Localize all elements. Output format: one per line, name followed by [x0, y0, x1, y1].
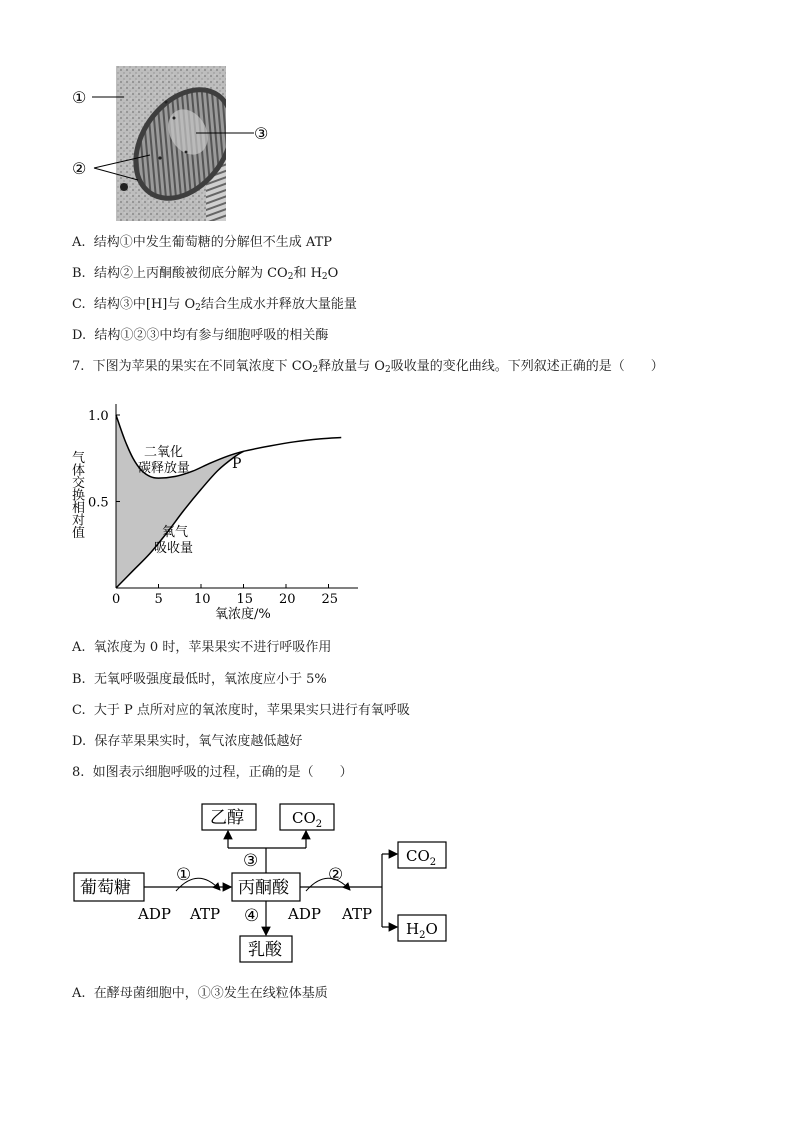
co2-series-label-1: 二氧化: [144, 445, 184, 460]
step-1-label: ①: [176, 865, 192, 885]
atp-2-label: ATP: [342, 905, 373, 923]
ethanol-label: 乙醇: [210, 808, 244, 828]
adp-1-label: ADP: [138, 905, 171, 923]
q8-option-a: A. 在酵母菌细胞中，①③发生在线粒体基质: [72, 986, 328, 1001]
q7-stem: 7. 下图为苹果的果实在不同氧浓度下 $CO_2$释放量与 $O_2$吸收量的变化曲线。下列叙述正确的是（ ）: [72, 359, 664, 375]
step-4-label: ④: [244, 906, 260, 926]
q6-option-d: D. 结构①②③中均有参与细胞呼吸的相关酶: [72, 328, 329, 343]
adp-2-label: ADP: [288, 905, 321, 923]
x-axis-label: 氧浓度/%: [215, 607, 271, 622]
lactic-label: 乳酸: [248, 940, 282, 960]
co2-top-label: $CO_2$: [292, 809, 323, 830]
h2o-label: $H_2O$: [406, 920, 438, 941]
co2-right-label: $CO_2$: [406, 847, 437, 868]
y-axis-label: [72, 451, 85, 541]
anaerobic-shaded-region: [116, 415, 244, 588]
co2-series-label-2: 碳释放量: [138, 461, 191, 476]
svg-text:气体交换相对值: 气体交换相对值: [72, 451, 86, 541]
x-tick-label: 25: [321, 592, 339, 607]
q6-option-c: C. 结构③中[H]与 $O_2$结合生成水并释放大量能量: [72, 297, 357, 313]
mitochondrion-figure: [66, 62, 286, 224]
q7-option-c: C. 大于 P 点所对应的氧浓度时，苹果果实只进行有氧呼吸: [72, 703, 410, 718]
y-tick-label: 0.5: [88, 495, 109, 511]
q7-option-a: A. 氧浓度为 0 时，苹果果实不进行呼吸作用: [72, 640, 332, 655]
step-2-label: ②: [328, 865, 344, 885]
x-tick-label: 0: [112, 592, 121, 607]
q8-stem: 8. 如图表示细胞呼吸的过程，正确的是（ ）: [72, 765, 353, 780]
mito-label-1: ①: [72, 88, 87, 107]
mito-label-3: ③: [254, 124, 269, 143]
q6-option-b: B. 结构②上丙酮酸被彻底分解为 $CO_2$和 $H_2O$: [72, 266, 339, 282]
point-p-label: P: [232, 456, 242, 472]
respiration-diagram: [70, 796, 460, 968]
step-3-label: ③: [243, 851, 259, 871]
glucose-label: 葡萄糖: [80, 878, 131, 898]
y-tick-label: 1.0: [88, 409, 109, 424]
gas-exchange-chart: [70, 392, 370, 624]
q7-option-b: B. 无氧呼吸强度最低时，氧浓度应小于 5%: [72, 672, 327, 687]
x-tick-label: 5: [154, 592, 163, 607]
q7-option-d: D. 保存苹果果实时，氧气浓度越低越好: [72, 734, 303, 749]
q6-option-a: A. 结构①中发生葡萄糖的分解但不生成 ATP: [72, 235, 333, 250]
mito-label-2: ②: [72, 159, 87, 178]
pyruvate-label: 丙酮酸: [238, 878, 289, 898]
o2-series-label-2: 吸收量: [154, 541, 194, 556]
x-tick-label: 20: [279, 592, 296, 607]
x-tick-label: 15: [236, 592, 254, 607]
atp-1-label: ATP: [190, 905, 221, 923]
o2-series-label-1: 氧气: [162, 525, 189, 540]
x-tick-label: 10: [194, 592, 211, 607]
